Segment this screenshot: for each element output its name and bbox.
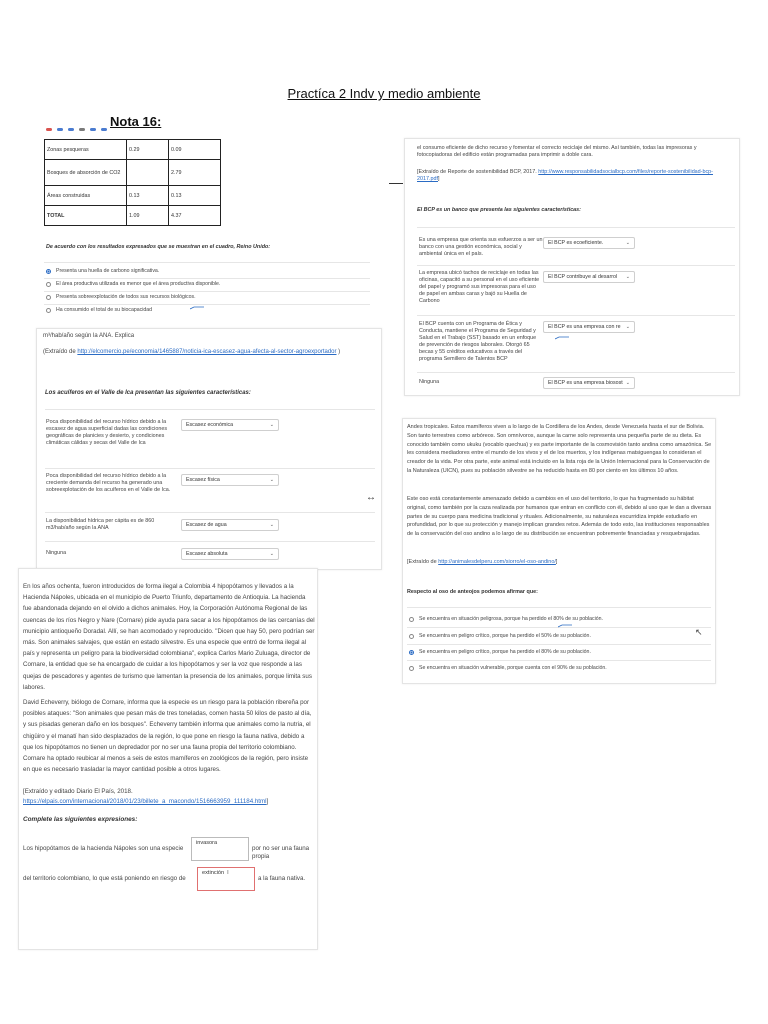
option-label: El área productiva utilizada es menor que el área productiva disponible. xyxy=(56,281,221,287)
water-row-label: La disponibilidad hídrica per cápita es de 860 m3/hab/año según la ANA xyxy=(46,518,155,531)
bear-option-4[interactable] xyxy=(409,665,607,671)
input-value: extinción xyxy=(202,870,225,876)
water-question: Los acuíferos en el Valle de Ica presentan las siguientes características: xyxy=(45,390,251,396)
sentence-1-end: por no ser una fauna propia xyxy=(252,845,310,860)
mouse-pointer-icon: ↖ xyxy=(695,627,703,637)
option-label: Presenta una huella de carbono significativa. xyxy=(56,268,160,274)
table-cell: 2.79 xyxy=(169,160,221,186)
select-value: El BCP es ecoeficiente. xyxy=(548,240,604,246)
chevron-down-icon: ⌄ xyxy=(625,240,630,246)
chevron-down-icon: ⌄ xyxy=(625,274,630,280)
bcp-select-1[interactable] xyxy=(543,237,635,249)
radio[interactable] xyxy=(46,282,51,287)
bcp-row-label: Es una empresa que orienta sus esfuerzos a ser un banco con una gestión económica, social y ambiental única en el país. xyxy=(419,237,543,257)
select-value: El BCP es una empresa con re xyxy=(548,324,621,330)
chevron-down-icon: ⌄ xyxy=(269,522,274,528)
select-value: El BCP contribuye al desarrol xyxy=(548,274,618,280)
water-select-2[interactable] xyxy=(181,474,279,486)
hippo-source xyxy=(23,787,315,807)
option-label: Se encuentra en situación vulnerable, porque cuenta con el 90% de su población. xyxy=(419,665,607,671)
table-cell xyxy=(127,160,169,186)
bcp-row-label: Ninguna xyxy=(419,379,440,385)
radio[interactable] xyxy=(46,308,51,313)
bear-option-2[interactable] xyxy=(409,633,591,639)
bcp-select-2[interactable] xyxy=(543,271,635,283)
radio[interactable] xyxy=(409,617,414,622)
bcp-intro: el consumo eficiente de dicho recurso y fomentar el correcto reciclaje del mismo. Así también, todas las impresoras y fotocopiadoras del edificio están programadas para imprimir a doble cara. xyxy=(417,145,697,158)
water-panel xyxy=(36,328,382,570)
uk-question: De acuerdo con los resultados expresados que se muestran en el cuadro, Reino Unido: xyxy=(46,244,271,250)
water-select-4[interactable] xyxy=(181,548,279,560)
footprint-table xyxy=(44,139,221,226)
bear-option-3[interactable] xyxy=(409,649,591,655)
hippo-panel xyxy=(18,568,318,950)
source-suffix: ) xyxy=(338,349,341,355)
radio[interactable] xyxy=(46,295,51,300)
uk-option-3[interactable] xyxy=(46,294,196,300)
sentence-2-start: del territorio colombiano, lo que está poniendo en riesgo de xyxy=(23,875,186,882)
bcp-question: El BCP es un banco que presenta las siguientes características: xyxy=(417,207,581,213)
water-source xyxy=(43,348,373,356)
table-row xyxy=(45,186,221,206)
radio[interactable] xyxy=(409,634,414,639)
source-prefix: [Extraído de xyxy=(407,559,437,565)
source-suffix: ] xyxy=(266,798,269,805)
table-cell: 1.09 xyxy=(127,206,169,226)
source-link[interactable]: https://elpais.com/internacional/2018/01/23/billete_a_macondo/1516663959_111184.html xyxy=(23,798,267,805)
source-line: [Extraído y editado Diario El País, 2018. xyxy=(23,788,133,795)
sentence-1-start: Los hipopótamos de la hacienda Nápoles son una especie xyxy=(23,845,184,852)
option-label: Se encuentra en peligro crítico, porque ha perdido el 50% de su población. xyxy=(419,633,591,639)
chevron-down-icon: ⌄ xyxy=(269,477,274,483)
select-value: Escasez física xyxy=(186,477,220,483)
table-cell: 0.13 xyxy=(127,186,169,206)
source-link[interactable]: http://elcomercio.pe/economia/1465887/noticia-ica-escasez-agua-afecta-al-sector-agroexportador xyxy=(77,349,337,355)
bear-panel xyxy=(402,418,716,684)
document-title: Practíca 2 Indv y medio ambiente xyxy=(287,86,481,101)
resize-arrow-icon: ↔ xyxy=(366,492,376,503)
select-value: Escasez absoluta xyxy=(186,551,228,557)
hippo-paragraph-2: David Echeverry, biólogo de Cornare, informa que la especie es un riesgo para la población ribereña por posibles ataques: "Son animales que pesan más de tres toneladas, comen hasta 50 kilos de pasto al día, y sus pisadas generan daño en los bosques". Echeverry también informa que animales como la nutria, el chigüiro y el manatí han sido desplazados de la región, lo que pone en riesgo la fauna nativa, debido a que los hipopótamos no tienen un depredador por no ser una fauna propia del territorio colombiano. Cornare ha optado reubicar al menos a seis de estos mamíferos en zoológicos de la región, pero insiste en que es necesario trasladar la mayor cantidad posible a otros lugares. xyxy=(23,699,312,774)
select-value: Escasez económica xyxy=(186,422,234,428)
table-cell: 0.13 xyxy=(169,186,221,206)
bcp-select-4[interactable] xyxy=(543,377,635,389)
source-suffix: ] xyxy=(437,176,440,182)
bear-source xyxy=(407,559,557,566)
option-label: Ha consumido el total de su biocapacidad xyxy=(56,307,153,313)
hippo-question: Complete las siguientes expresiones: xyxy=(23,816,138,823)
bcp-panel xyxy=(404,138,740,396)
bcp-select-3[interactable] xyxy=(543,321,635,333)
water-intro: m³/hab/año según la ANA. Explica xyxy=(43,333,135,339)
bear-paragraph-2: Este oso está constantemente amenazado debido a cambios en el uso del territorio, lo que ha fragmentado su hábitat original, como también por la caza realizada por humanos que entran en conflicto con él, debido al uso que le dan a diversas partes de su cuerpo para medicina tradicional y rituales. Adicionalmente, su naturaleza escurridiza impide estudiarlo en profundidad, por lo que su protección y manejo implican grandes retos. Además de todo esto, las instituciones responsables de la conservación del oso andino a lo largo de su distribución se encuentran pobremente financiadas y resquebrajadas. xyxy=(407,496,712,538)
table-cell: 0.09 xyxy=(169,140,221,160)
bcp-row-label: El BCP cuenta con un Programa de Ética y Conducta, mantiene el Programa de Seguridad y Salud en el Trabajo (SST) basado en un enfoque de prevención de riesgos laborales. Otorgó 65 becas y 55 créditos educativos a través del programa Semillero de Talentos BCP xyxy=(419,321,537,362)
bear-paragraph-1: Andes tropicales. Estos mamíferos viven a lo largo de la Cordillera de los Andes, desde Venezuela hasta el sur de Bolivia. Son tanto terrestres como arbóreos. Son omnívoros, aunque la carne solo representa una pequeña parte de su dieta. Es conocido también como ukuku (vocablo quechua) y es parte importante de la cosmovisión tanto andina como amazónica. Se les considera mediadores entre el mundo de los vivos y el de los muertos, y los indígenas matsiguengas lo consideran el creador de la vida. Por otra parte, este animal está incluido en la lista roja de la Unión Internacional para la Conservación de la Naturaleza (UICN), pues su población silvestre se ha reducido hasta en 80 por ciento en los últimos 10 años. xyxy=(407,424,712,474)
water-select-1[interactable] xyxy=(181,419,279,431)
source-link[interactable]: http://www.responsabilidadsocialbcp.com/files/reporte-sostenibilidad-bcp-2017.pdf xyxy=(417,169,713,182)
option-label: Se encuentra en peligro crítico, porque ha perdido el 80% de su población. xyxy=(419,649,591,655)
answer-input-1[interactable]: invasora xyxy=(191,837,249,861)
radio-selected[interactable] xyxy=(46,269,51,274)
bear-option-1[interactable] xyxy=(409,616,603,622)
cropped-toolbar-dots xyxy=(46,128,107,131)
water-row-label: Poca disponibilidad del recurso hídrico debido a la escasez de agua superficial dadas las condiciones geográficas de planicies y desierto, y condiciones climáticas cálidas y secas del Valle de Ica xyxy=(46,419,168,446)
table-cell: Áreas construidas xyxy=(45,186,127,206)
uk-option-1[interactable] xyxy=(46,268,159,274)
note-label: Nota 16: xyxy=(110,114,162,129)
cursor-squiggle xyxy=(555,336,569,340)
cursor-squiggle xyxy=(558,624,572,628)
table-cell: 0.29 xyxy=(127,140,169,160)
table-cell: TOTAL xyxy=(45,206,127,226)
uk-option-4[interactable] xyxy=(46,307,152,313)
bcp-source xyxy=(417,169,733,183)
answer-input-2[interactable] xyxy=(197,867,255,891)
chevron-down-icon: ⌄ xyxy=(269,551,274,557)
source-prefix: (Extraído de xyxy=(43,349,76,355)
radio[interactable] xyxy=(409,666,414,671)
cursor-squiggle xyxy=(190,306,204,310)
radio-selected[interactable] xyxy=(409,650,414,655)
text-cursor-icon: I xyxy=(227,870,229,876)
source-suffix: ] xyxy=(555,559,558,565)
table-cell: 4.37 xyxy=(169,206,221,226)
bcp-row-label: La empresa ubicó tachos de reciclaje en todas las oficinas, capacitó a su personal en el uso eficiente del papel y programó sus impresoras para el uso de papel en ambas caras y bajó su Huella de Carbono xyxy=(419,270,540,304)
uk-option-2[interactable] xyxy=(46,281,220,287)
source-prefix: [Extraído de Reporte de sostenibilidad BCP, 2017. xyxy=(417,169,537,175)
table-cell: Bosques de absorción de CO2 xyxy=(45,160,127,186)
chevron-down-icon: ⌄ xyxy=(269,422,274,428)
water-select-3[interactable] xyxy=(181,519,279,531)
sentence-2-end: a la fauna nativa. xyxy=(258,875,306,882)
option-label: Presenta sobreexplotación de todos sus recursos biológicos. xyxy=(56,294,196,300)
table-cell: Zonas pesqueras xyxy=(45,140,127,160)
source-link[interactable]: http://animalesdelperu.com/siorro/el-oso-andino/ xyxy=(438,559,556,565)
chevron-down-icon: ⌄ xyxy=(625,324,630,330)
select-value: Escasez de agua xyxy=(186,522,227,528)
table-row xyxy=(45,206,221,226)
option-label: Se encuentra en situación peligrosa, porque ha perdido el 80% de su población. xyxy=(419,616,603,622)
water-row-label: Poca disponibilidad del recurso hídrico debido a la creciente demanda del recurso ha generado una sobreexplotación de los acuíferos en el Valle de Ica. xyxy=(46,473,171,493)
select-value: El BCP es una empresa biosost xyxy=(548,380,623,386)
hippo-paragraph-1: En los años ochenta, fueron introducidos de forma ilegal a Colombia 4 hipopótamos y llevados a la Hacienda Nápoles, ubicada en el municipio de Puerto Triunfo, departamento de Antioquia. La hacienda fue abandonada dejando en el olvido a dichos animales. Hoy, la Corporación Autónoma Regional de las cuencas de los ríos Negro y Nare (Cornare) pide ayuda para sacar a los hipopótamos de las cercanías del municipio antioqueño Doradal. Allí, se han acomodado y reproducido. "Dicen que hay 50, pero podrían ser más. Son animales salvajes, que están en estado silvestre. Es una especie que entró de forma ilegal al país y representa un peligro para la biodiversidad colombiana", explica Carlos Mario Zuluaga, director de Cornare, la entidad que se ha encargado de cuidar a los hipopótamos y ser la voz que responde a las quejas de pescadores y agentes de turismo que lamentan la presencia de los animales, porque limita sus labores. xyxy=(23,583,315,691)
bear-question: Respecto al oso de anteojos podemos afirmar que: xyxy=(407,589,538,595)
connector-line xyxy=(389,183,403,184)
water-row-label: Ninguna xyxy=(46,550,67,556)
table-row xyxy=(45,140,221,160)
table-row xyxy=(45,160,221,186)
chevron-down-icon: ⌄ xyxy=(625,380,630,386)
